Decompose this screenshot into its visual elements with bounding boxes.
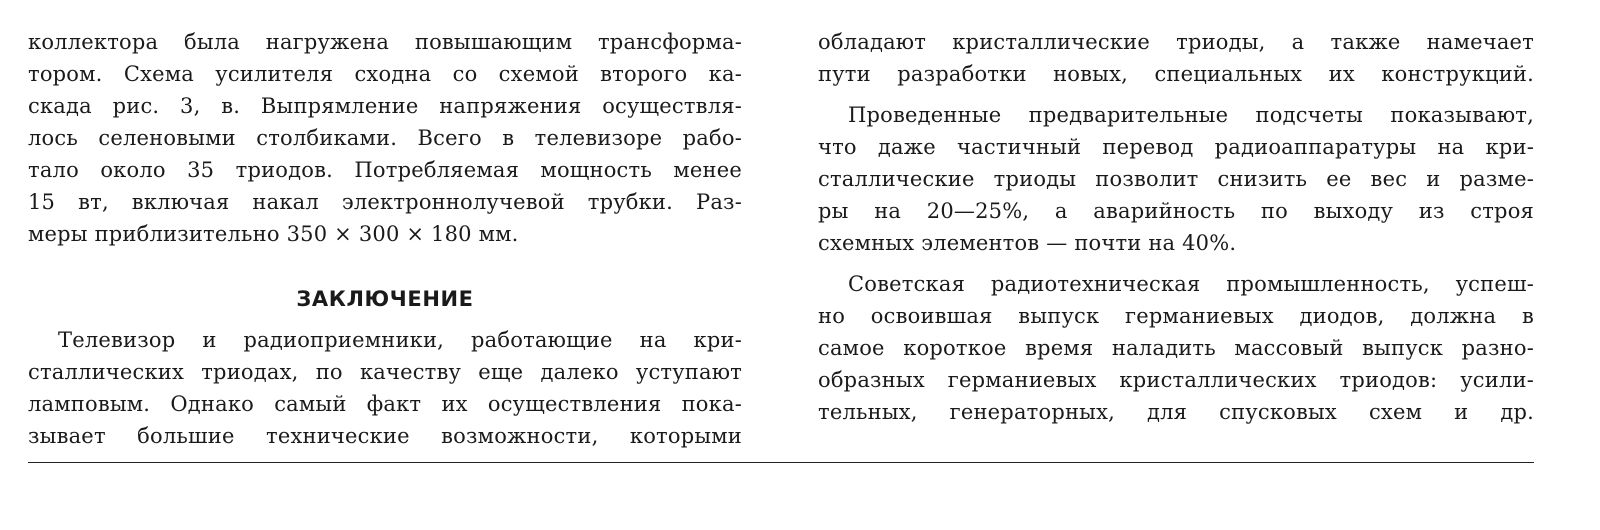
text-line: тало около 35 триодов. Потребляемая мощность менее: [28, 158, 742, 182]
text-line: лось селеновыми столбиками. Всего в телевизоре рабо-: [28, 126, 742, 150]
text-line: тором. Схема усилителя сходна со схемой второго ка-: [28, 62, 742, 86]
spacer: [28, 250, 742, 283]
text-line: Советская радиотехническая промышленность, успеш-: [848, 272, 1534, 296]
text-line: тельных, генераторных, для спусковых схем и др.: [818, 400, 1534, 424]
footer-divider: [28, 462, 1534, 463]
text-line: сталлические триоды позволит снизить ее вес и разме-: [818, 167, 1534, 191]
text-line: Телевизор и радиоприемники, работающие на кри-: [58, 328, 742, 352]
text-line: сталлических триодах, по качеству еще далеко уступают: [28, 360, 742, 384]
spacer: [818, 259, 1534, 268]
paragraph-conclusion: [28, 324, 742, 452]
paragraph-transformer: [28, 26, 742, 250]
text-line: коллектора была нагружена повышающим трансформа-: [28, 30, 742, 54]
section-heading: ЗАКЛЮЧЕНИЕ: [296, 287, 474, 311]
text-line: скада рис. 3, в. Выпрямление напряжения осуществля-: [28, 94, 742, 118]
text-line: что даже частичный перевод радиоаппаратуры на кри-: [818, 135, 1534, 159]
text-line: образных германиевых кристаллических триодов: усили-: [818, 368, 1534, 392]
text-line: обладают кристаллические триоды, а также намечает: [818, 30, 1534, 54]
text-line: ры на 20—25%, а аварийность по выходу из строя: [818, 199, 1534, 223]
text-line: меры приблизительно 350 × 300 × 180 мм.: [28, 222, 519, 246]
text-line: 15 вт, включая накал электроннолучевой трубки. Раз-: [28, 190, 742, 214]
right-column: [818, 26, 1534, 428]
text-line: зывает большие технические возможности, которыми: [28, 424, 742, 448]
text-line: самое короткое время наладить массовый выпуск разно-: [818, 336, 1534, 360]
text-line: схемных элементов — почти на 40%.: [818, 231, 1237, 255]
spacer: [28, 315, 742, 324]
spacer: [818, 90, 1534, 99]
paragraph-continuation: [818, 26, 1534, 90]
paragraph-industry: [818, 268, 1534, 428]
text-line: но освоившая выпуск германиевых диодов, должна в: [818, 304, 1534, 328]
paragraph-estimates: [818, 99, 1534, 259]
text-line: пути разработки новых, специальных их конструкций.: [818, 62, 1534, 86]
left-column: [28, 26, 742, 452]
text-line: ламповым. Однако самый факт их осуществления пока-: [28, 392, 742, 416]
text-line: Проведенные предварительные подсчеты показывают,: [848, 103, 1534, 127]
